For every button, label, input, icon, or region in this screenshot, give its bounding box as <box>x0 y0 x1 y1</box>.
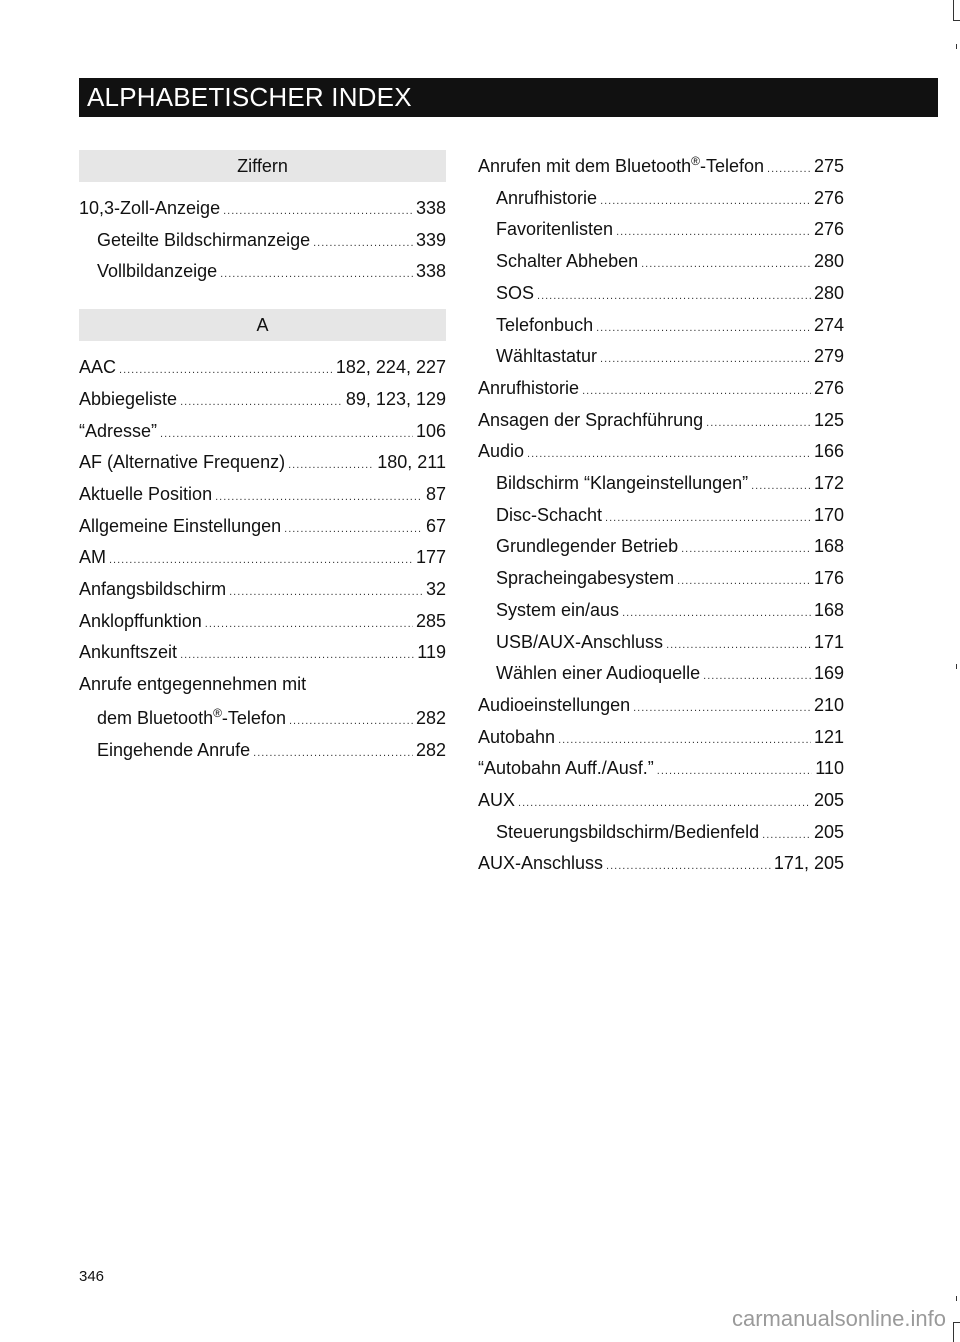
page-ref: 280 <box>813 251 844 272</box>
page-ref: 168 <box>813 536 844 557</box>
index-entry: AAC ..... 182, 224, 227 <box>79 353 446 385</box>
index-subentry: Eingehende Anrufe ..... 282 <box>79 736 446 768</box>
index-subentry: Disc-Schacht ..... 170 <box>478 501 844 533</box>
index-subentry: Steuerungsbildschirm/Bedienfeld ..... 205 <box>478 818 844 850</box>
page-ref: 274 <box>813 314 844 335</box>
index-entry: Anklopffunktion ..... 285 <box>79 607 446 639</box>
page-ref: 121 <box>813 726 844 747</box>
index-entry: Aktuelle Position ..... 87 <box>79 480 446 512</box>
index-entry: “Adresse” ..... 106 <box>79 417 446 449</box>
index-entry: Autobahn ..... 121 <box>478 723 844 755</box>
crop-mark <box>953 1322 954 1342</box>
crop-mark <box>956 664 957 669</box>
page-ref: 276 <box>813 377 844 398</box>
page-ref: 279 <box>813 346 844 367</box>
index-entry: Anrufhistorie ..... 276 <box>478 374 844 406</box>
index-subentry: SOS ..... 280 <box>478 279 844 311</box>
index-entry: 10,3-Zoll-Anzeige ..... 338 <box>79 194 446 226</box>
page-ref: 176 <box>813 568 844 589</box>
page-ref: 339 <box>415 229 446 250</box>
index-subentry: Schalter Abheben ..... 280 <box>478 247 844 279</box>
index-entry: Ankunftszeit ..... 119 <box>79 638 446 670</box>
index-entry: Anfangsbildschirm ..... 32 <box>79 575 446 607</box>
index-title-bar <box>79 78 938 117</box>
page-number: 346 <box>79 1268 105 1285</box>
page-ref: 32 <box>425 579 446 600</box>
page-ref: 205 <box>813 790 844 811</box>
index-subentry: Geteilte Bildschirmanzeige ..... 339 <box>79 226 446 258</box>
crop-mark <box>956 1296 957 1301</box>
index-subentry: System ein/aus ..... 168 <box>478 596 844 628</box>
index-subentry: Anrufhistorie ..... 276 <box>478 184 844 216</box>
page-ref: 172 <box>813 473 844 494</box>
page-ref: 110 <box>815 758 844 779</box>
page-ref: 280 <box>813 282 844 303</box>
index-entry: Audioeinstellungen ..... 210 <box>478 691 844 723</box>
index-title: ALPHABETISCHER INDEX <box>87 82 412 112</box>
page-ref: 171, 205 <box>773 853 844 874</box>
index-entry: Audio ..... 166 <box>478 437 844 469</box>
crop-mark <box>956 44 957 49</box>
page-ref: 276 <box>813 219 844 240</box>
page-ref: 106 <box>415 420 446 441</box>
page-ref: 177 <box>415 547 446 568</box>
page-ref: 168 <box>813 599 844 620</box>
section-heading-a: A <box>79 309 446 341</box>
index-subentry: Wähltastatur ..... 279 <box>478 342 844 374</box>
index-entry: Anrufen mit dem Bluetooth®-Telefon ..... 275 <box>478 147 844 184</box>
index-subentry: Favoritenlisten ..... 276 <box>478 215 844 247</box>
page-ref: 338 <box>415 198 446 218</box>
page-ref: 119 <box>417 642 446 663</box>
index-entry: Abbiegeliste ..... 89, 123, 129 <box>79 385 446 417</box>
page-ref: 285 <box>415 610 446 631</box>
index-subentry: Spracheingabesystem ..... 176 <box>478 564 844 596</box>
index-subentry: Wählen einer Audioquelle ..... 169 <box>478 659 844 691</box>
page-ref: 170 <box>813 504 844 525</box>
page-ref: 338 <box>415 261 446 282</box>
crop-mark <box>953 20 960 21</box>
page-ref: 180, 211 <box>377 452 446 473</box>
index-column-left <box>79 150 446 767</box>
index-entry-multiline: Anrufe entgegennehmen mit <box>79 674 307 695</box>
index-subentry: Grundlegender Betrieb ..... 168 <box>478 532 844 564</box>
index-entry: AUX ..... 205 <box>478 786 844 818</box>
index-entry: AM ..... 177 <box>79 543 446 575</box>
index-entry: Ansagen der Sprachführung ..... 125 <box>478 406 844 438</box>
page-ref: 275 <box>813 156 844 176</box>
page-ref: 169 <box>813 663 844 684</box>
index-subentry: Vollbildanzeige ..... 338 <box>79 257 446 289</box>
page-ref: 67 <box>425 515 446 536</box>
watermark: carmanualsonline.info <box>731 1306 946 1331</box>
index-entry: AUX-Anschluss ..... 171, 205 <box>478 849 844 881</box>
index-entry: “Autobahn Auff./Ausf.” ..... 110 <box>478 754 844 786</box>
index-entry: AF (Alternative Frequenz) ..... 180, 211 <box>79 448 446 480</box>
page-ref: 125 <box>813 409 844 430</box>
page-ref: 89, 123, 129 <box>345 388 446 409</box>
section-heading-ziffern: Ziffern <box>79 150 446 182</box>
index-subentry: Telefonbuch ..... 274 <box>478 311 844 343</box>
page-ref: 282 <box>415 707 446 728</box>
page-ref: 171 <box>813 631 844 652</box>
page-ref: 282 <box>415 739 446 760</box>
index-subentry: USB/AUX-Anschluss ..... 171 <box>478 628 844 660</box>
page-ref: 210 <box>813 694 844 715</box>
crop-mark <box>953 1322 960 1323</box>
index-entry: Allgemeine Einstellungen ..... 67 <box>79 512 446 544</box>
page-ref: 276 <box>813 187 844 208</box>
index-column-right <box>478 147 844 881</box>
page-ref: 87 <box>425 483 446 504</box>
page-ref: 205 <box>813 821 844 842</box>
index-subentry: Bildschirm “Klangeinstellungen” ..... 172 <box>478 469 844 501</box>
index-subentry: dem Bluetooth®-Telefon ..... 282 <box>79 699 446 736</box>
crop-mark <box>953 0 954 20</box>
page-ref: 182, 224, 227 <box>335 357 446 378</box>
page-ref: 166 <box>813 441 844 462</box>
